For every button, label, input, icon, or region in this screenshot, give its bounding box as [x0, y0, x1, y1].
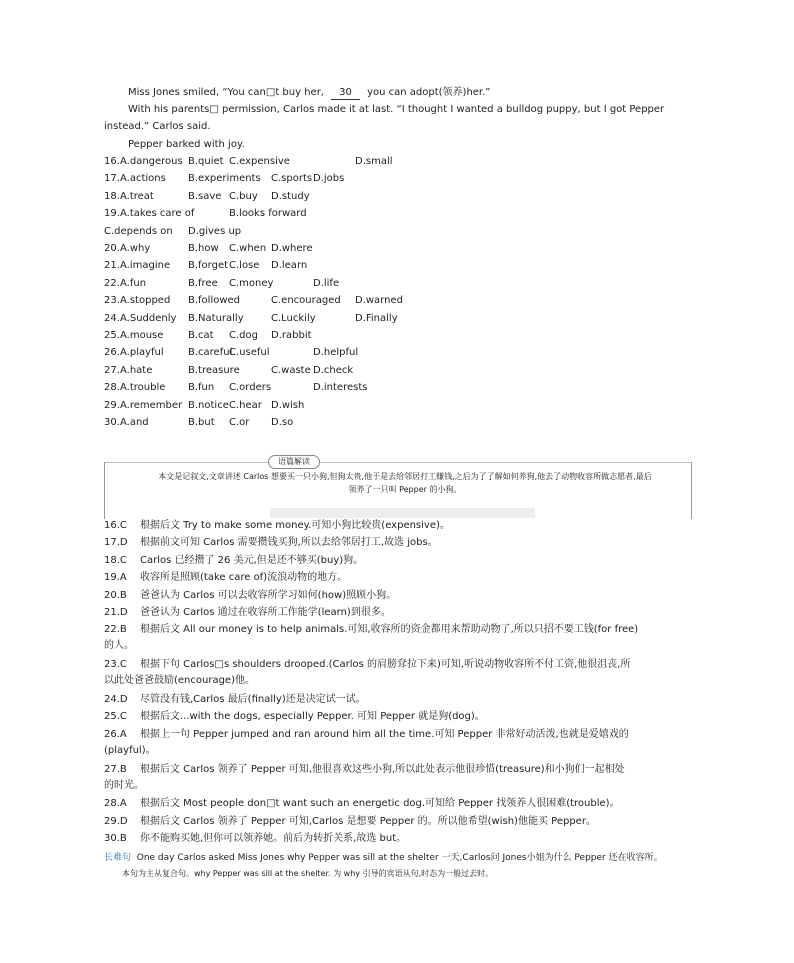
option-a: A.actions [120, 173, 166, 185]
option-d: D.learn [271, 260, 308, 272]
option-b: B.how [188, 243, 219, 254]
answer-number: 25.C [104, 711, 127, 723]
option-a: A.and [120, 417, 149, 428]
option-c: C.when [229, 243, 267, 254]
option-d: D.rabbit [271, 330, 312, 341]
answer-item [104, 692, 694, 708]
option-c: C.sports [271, 173, 313, 185]
option-b: B.cat [188, 330, 214, 341]
answer-item [104, 570, 694, 586]
option-b: D.gives up [188, 225, 242, 237]
answer-item [104, 553, 694, 569]
option-number: 21. [104, 260, 120, 272]
answer-item [104, 588, 694, 604]
answer-number: 22.B [104, 624, 127, 636]
answer-item [104, 814, 694, 830]
option-number: 22. [104, 277, 120, 289]
option-d: D.wish [271, 399, 305, 411]
option-number: 26. [104, 347, 120, 359]
answer-text: 根据后文 Try to make some money.可知小狗比较贵(expensive)。 [140, 520, 450, 531]
long-sentence-tag: 长难句 [104, 853, 132, 863]
option-c: C.orders [229, 382, 272, 394]
answer-blank: 30 [331, 86, 360, 100]
option-number: 18. [104, 190, 120, 202]
answer-text: 根据后文...with the dogs, especially Pepper. 可知 Pepper 就是狗(dog)。 [140, 711, 485, 723]
option-c: C.buy [229, 190, 258, 202]
option-d: D.life [313, 277, 340, 289]
option-b: B.free [188, 277, 218, 289]
answer-text: 根据后文 Carlos 领养了 Pepper 可知,Carlos 是想要 Pepper 的。所以他希望(wish)他能买 Pepper。 [140, 815, 596, 827]
answer-item [104, 622, 694, 654]
option-a: A.dangerous [120, 156, 183, 167]
option-b: B.quiet [188, 156, 224, 167]
option-b: B.but [188, 417, 215, 428]
option-b: B.save [188, 190, 222, 202]
answer-text: 尽管没有钱,Carlos 最后(finally)还是决定试一试。 [140, 694, 366, 705]
option-a: A.fun [120, 277, 147, 289]
option-d: D.interests [313, 382, 368, 394]
passage-line-2: With his parents□ permission, Carlos made it at last. “I thought I wanted a bulldog puppy, but I got Pepper [128, 104, 665, 115]
answer-text: 根据前文可知 Carlos 需要攒钱买狗,所以去给邻居打工,故选 jobs。 [140, 537, 438, 549]
option-c: C.money [229, 277, 274, 289]
summary-box-bar [270, 508, 535, 518]
option-a: A.remember [120, 399, 183, 411]
option-b: B.followed [188, 295, 241, 307]
option-c: C.or [229, 417, 250, 428]
option-c: C.useful [229, 347, 270, 359]
answer-number: 19.A [104, 572, 127, 584]
option-a: A.playful [120, 347, 164, 359]
option-c: C.expensive [229, 156, 290, 167]
option-d: D.helpful [313, 347, 359, 359]
option-d: D.jobs [313, 173, 345, 185]
answer-item [104, 831, 694, 847]
answer-text: 根据下句 Carlos□s shoulders drooped.(Carlos 的肩膀耷拉下来)可知,听说动物收容所不付工资,他很沮丧,所 [140, 659, 631, 671]
option-number: 29. [104, 399, 120, 411]
option-b: B.experiments [188, 173, 261, 185]
answer-item [104, 796, 694, 812]
answer-text-continued: 以此处爸爸鼓励(encourage)他。 [104, 675, 255, 687]
answer-number: 27.B [104, 763, 127, 775]
option-b: B.careful [188, 347, 233, 359]
option-number: 17. [104, 173, 120, 185]
option-a: A.treat [120, 190, 154, 202]
option-a: A.why [120, 243, 151, 254]
option-number: 19. [104, 208, 120, 220]
answer-number: 17.D [104, 537, 128, 549]
option-a: A.hate [120, 364, 153, 376]
option-d: D.so [271, 417, 294, 428]
answer-number: 24.D [104, 694, 128, 705]
answer-item [104, 605, 694, 621]
option-number: 30. [104, 417, 120, 428]
option-d: D.where [271, 243, 313, 254]
passage-line-3: instead.” Carlos said. [104, 121, 211, 132]
option-number: 16. [104, 156, 120, 167]
option-c: C.lose [229, 260, 260, 272]
answer-number: 16.C [104, 520, 127, 531]
option-b: B.treasure [188, 364, 240, 376]
answer-item [104, 727, 694, 759]
answer-text: 收容所是照顾(take care of)流浪动物的地方。 [140, 572, 348, 584]
option-number: 23. [104, 295, 120, 307]
option-number: 24. [104, 312, 120, 324]
option-a: A.mouse [120, 330, 164, 341]
option-c: C.hear [229, 399, 262, 411]
answer-text: Carlos 已经攒了 26 美元,但是还不够买(buy)狗。 [140, 554, 364, 566]
option-a: A.takes care of [120, 208, 195, 220]
option-number: 25. [104, 330, 120, 341]
option-a: C.depends on [104, 225, 173, 237]
option-b: B.forget [188, 260, 229, 272]
option-c: C.dog [229, 330, 258, 341]
passage-line-1: Miss Jones smiled, “You can□t buy her, 30 you can adopt(领养)her.” [128, 87, 491, 98]
answer-text-continued: 的人。 [104, 640, 134, 652]
option-d: D.Finally [355, 312, 398, 324]
option-c: C.Luckily [271, 312, 316, 324]
answer-number: 30.B [104, 833, 127, 845]
option-d: D.small [355, 156, 393, 167]
answer-item [104, 709, 694, 725]
answer-text: 根据上一句 Pepper jumped and ran around him all the time.可知 Pepper 非常好动活泼,也就是爱嬉戏的 [140, 728, 629, 740]
answer-text: 根据后文 All our money is to help animals.可知,收容所的资金都用来帮助动物了,所以只招不要工钱(for free) [140, 624, 639, 636]
long-sentence: 长难句 One day Carlos asked Miss Jones why Pepper was sill at the shelter 一天,Carlos问 Jones小姐为什么 Pepper 还在收容所。 [104, 853, 663, 863]
answer-item [104, 762, 694, 794]
answer-text-continued: (playful)。 [104, 744, 156, 756]
answer-item [104, 657, 694, 689]
passage-line-4: Pepper barked with joy. [128, 139, 245, 150]
long-sentence-note: 本句为主从复合句。why Pepper was sill at the shelter. 为 why 引导的宾语从句,时态为一般过去时。 [122, 869, 494, 878]
answer-text-continued: 的时光。 [104, 779, 144, 791]
option-b: B.fun [188, 382, 215, 394]
answer-number: 28.A [104, 798, 127, 810]
answer-number: 26.A [104, 728, 127, 740]
answer-number: 21.D [104, 607, 128, 618]
option-d: D.check [313, 364, 354, 376]
answer-item [104, 535, 694, 551]
option-c: C.encouraged [271, 295, 341, 307]
option-b: B.looks forward [229, 208, 307, 220]
option-a: A.stopped [120, 295, 171, 307]
option-b: B.notice [188, 399, 229, 411]
answer-number: 20.B [104, 589, 127, 601]
option-a: A.imagine [120, 260, 171, 272]
option-d: D.warned [355, 295, 403, 307]
answer-text: 根据后文 Carlos 领养了 Pepper 可知,他很喜欢这些小狗,所以此处表示他很珍惜(treasure)和小狗们一起相处 [140, 763, 625, 775]
option-c: C.waste [271, 364, 311, 376]
summary-text: 本文是记叙文,文章讲述 Carlos 想要买一只小狗,但狗太贵,他于是去给邻居打工赚钱,之后为了了解如何养狗,他去了动物收容所做志愿者,最后 领养了一只叫 Pepper 的小狗。 [158, 472, 652, 494]
option-a: A.trouble [120, 382, 166, 394]
answer-text: 你不能购买她,但你可以领养她。前后为转折关系,故选 but。 [140, 833, 407, 845]
answer-number: 29.D [104, 815, 128, 827]
answer-text: 爸爸认为 Carlos 通过在收容所工作能学(learn)到很多。 [140, 607, 391, 618]
answer-number: 23.C [104, 659, 127, 671]
answer-text: 爸爸认为 Carlos 可以去收容所学习如何(how)照顾小狗。 [140, 589, 397, 601]
option-b: B.Naturally [188, 312, 244, 324]
option-a: A.Suddenly [120, 312, 177, 324]
option-number: 20. [104, 243, 120, 254]
option-number: 27. [104, 364, 120, 376]
option-number: 28. [104, 382, 120, 394]
option-d: D.study [271, 190, 310, 202]
summary-title: 语篇解读 [268, 455, 320, 469]
answer-item [104, 518, 694, 534]
answer-text: 根据后文 Most people don□t want such an energetic dog.可知给 Pepper 找领养人很困难(trouble)。 [140, 798, 620, 810]
answer-number: 18.C [104, 554, 127, 566]
